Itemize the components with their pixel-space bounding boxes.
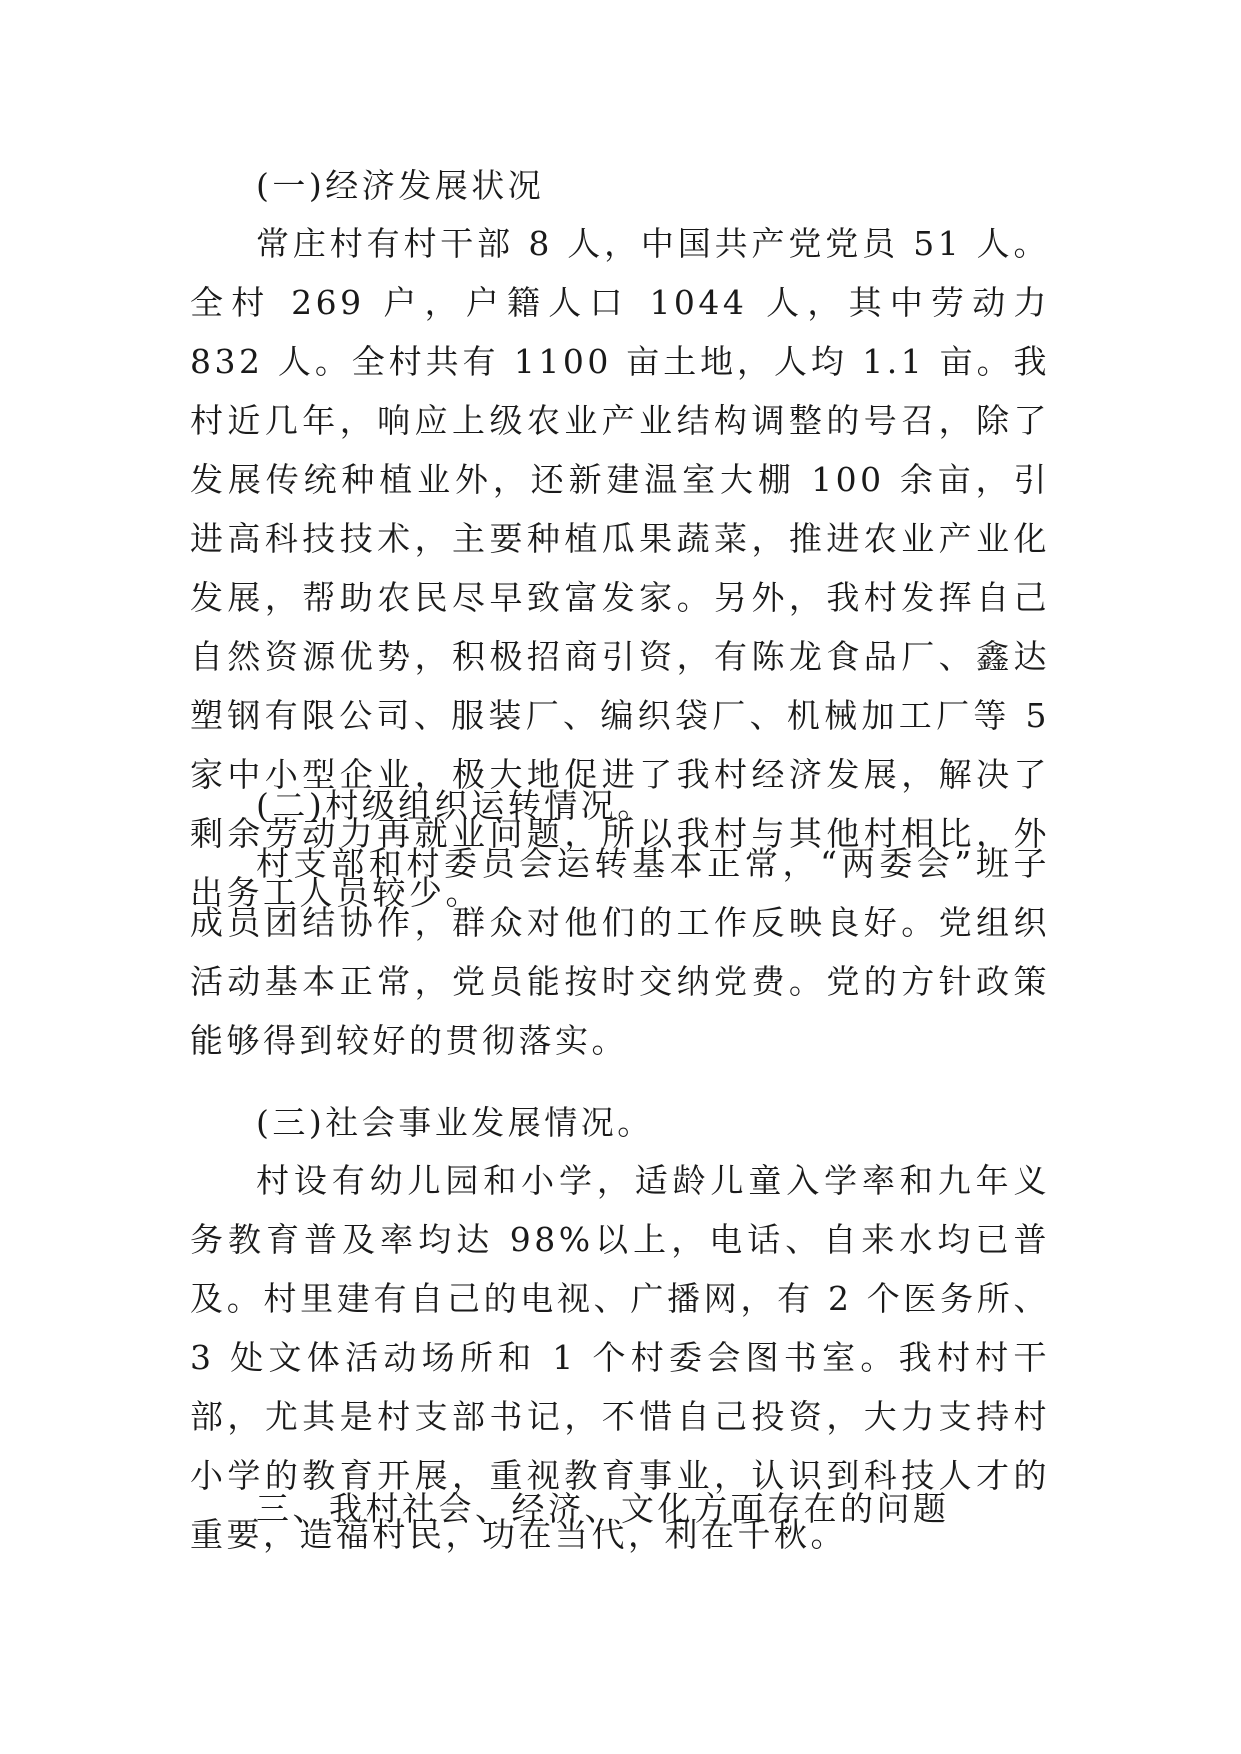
section-heading-economy: (一)经济发展状况 — [256, 166, 545, 205]
section-paragraph-economy: 常庄村有村干部 8 人，中国共产党党员 51 人。全村 269 户，户籍人口 1044 人，其中劳动力 832 人。全村共有 1100 亩土地，人均 1.1 亩。我村近几年，响应上级农业产业结构调整的号召，除了发展传统种植业外，还新建温室大棚 100 余亩，引进高科技技术，主要种植瓜果蔬菜，推进农业产业化发展，帮助农民尽早致富发家。另外，我村发挥自己自然资源优势，积极招商引资，有陈龙食品厂、鑫达塑钢有限公司、服装厂、编织袋厂、机械加工厂等 5 家中小型企业，极大地促进了我村经济发展，解决了剩余劳动力再就业问题，所以我村与其他村相比，外出务工人员较少。 — [190, 224, 1050, 912]
section-heading-social: (三)社会事业发展情况。 — [256, 1103, 654, 1142]
section-paragraph-organization: 村支部和村委员会运转基本正常，“两委会”班子成员团结协作，群众对他们的工作反映良好。党组织活动基本正常，党员能按时交纳党费。党的方针政策能够得到较好的贯彻落实。 — [190, 844, 1050, 1060]
section-heading-organization: (二)村级组织运转情况。 — [256, 786, 654, 825]
section-paragraph-social: 村设有幼儿园和小学，适龄儿童入学率和九年义务教育普及率均达 98%以上，电话、自来水均已普及。村里建有自己的电视、广播网，有 2 个医务所、3 处文体活动场所和 1 个村委会图书室。我村村干部，尤其是村支部书记，不惜自己投资，大力支持村小学的教育开展，重视教育事业，认识到科技人才的重要，造福村民，功在当代，利在千秋。 — [190, 1161, 1050, 1554]
chapter-heading-problems: 三、我村社会、经济、文化方面存在的问题 — [256, 1489, 950, 1528]
